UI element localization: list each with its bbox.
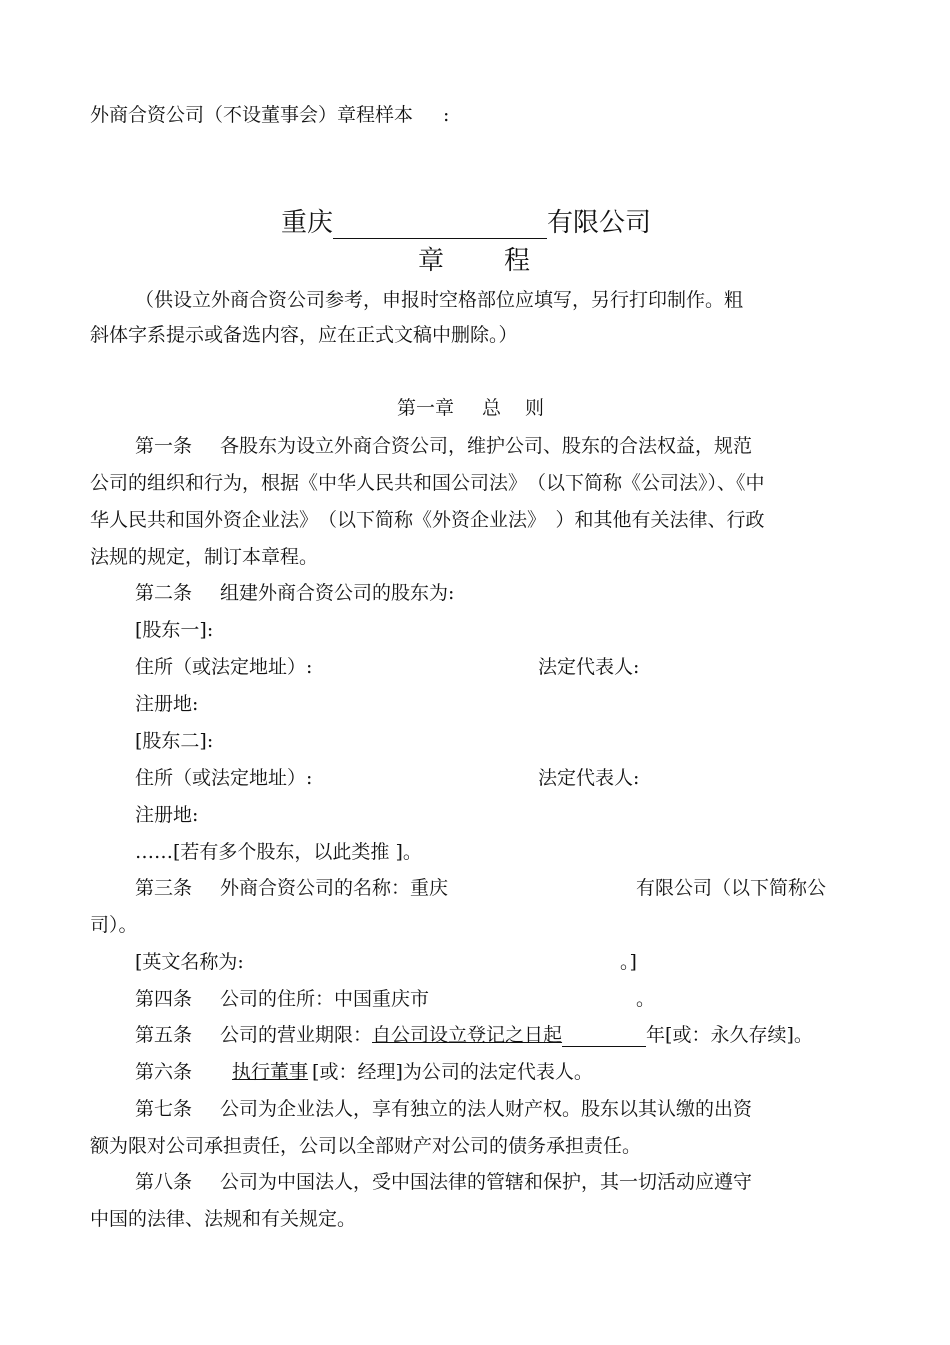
article-4 [135,987,429,1011]
shareholder-2-label: [股东二]: [135,730,214,752]
english-name-label: [英文名称为: [135,951,244,973]
article-5 [135,1023,813,1047]
shareholder-2-representative: 法定代表人: [538,767,640,789]
title-blank [333,212,547,239]
article-5-underlined: 自公司设立登记之日起 [372,1024,563,1046]
article-3-text: 外商合资公司的名称：重庆 [220,877,449,899]
more-shareholders-note: ……[若有多个股东，以此类推 ]。 [135,841,422,863]
article-7-text: 公司为企业法人，享有独立的法人财产权。股东以其认缴的出资 [220,1098,753,1120]
note-line-1: （供设立外商合资公司参考，申报时空格部位应填写，另行打印制作。粗 [135,289,744,311]
article-7-line-2: 额为限对公司承担责任，公司以全部财产对公司的债务承担责任。 [90,1135,642,1157]
shareholder-2-address: 住所（或法定地址）: [135,767,313,789]
chapter-heading [397,396,544,420]
shareholder-1-registration: 注册地: [135,693,199,715]
article-1-line-1 [135,434,752,458]
article-3-number: 第三条 [135,877,193,899]
article-4-end: 。 [636,988,656,1010]
article-3-line-1 [135,876,448,900]
document-subtitle [418,245,530,277]
article-3-suffix: 有限公司（以下简称公 [636,877,827,899]
article-3-line-2: 司）。 [90,914,138,936]
shareholder-1-label: [股东一]: [135,619,214,641]
article-1-line-2: 公司的组织和行为，根据《中华人民共和国公司法》 （以下简称《公司法》）、《中 [90,472,765,494]
article-6 [135,1060,593,1084]
article-8-number: 第八条 [135,1171,193,1193]
article-5-number: 第五条 [135,1024,193,1046]
subtitle-char-2: 程 [504,246,531,276]
header-line [90,103,449,127]
shareholder-1-representative: 法定代表人: [538,656,640,678]
article-1-line-3: 华人民共和国外资企业法》 （以下简称《外资企业法》 ）和其他有关法律、行政 [90,509,765,531]
article-1-number: 第一条 [135,435,193,457]
english-name-end: 。] [620,951,637,973]
shareholder-1-address: 住所（或法定地址）: [135,656,313,678]
title-prefix: 重庆 [281,208,334,238]
article-5-blank [562,1024,646,1047]
chapter-title-1: 总 [482,397,502,419]
shareholder-2-registration: 注册地: [135,804,199,826]
subtitle-char-1: 章 [418,246,445,276]
document-title [281,207,651,239]
article-2-number: 第二条 [135,582,193,604]
article-8-line-2: 中国的法律、法规和有关规定。 [90,1208,357,1230]
article-8-text: 公司为中国法人，受中国法律的管辖和保护，其一切活动应遵守 [220,1171,753,1193]
note-line-2: 斜体字系提示或备选内容，应在正式文稿中删除。） [90,324,518,346]
article-2 [135,581,454,605]
article-7-line-1 [135,1097,752,1121]
header-label: 外商合资公司（不设董事会）章程样本 [90,104,414,126]
article-7-number: 第七条 [135,1098,193,1120]
article-5-text: 公司的营业期限： [220,1024,373,1046]
article-8-line-1 [135,1170,752,1194]
header-colon: : [443,104,450,126]
title-suffix: 有限公司 [547,208,652,238]
article-1-line-4: 法规的规定，制订本章程。 [90,546,319,568]
chapter-title-2: 则 [525,397,545,419]
article-4-text: 公司的住所：中国重庆市 [220,988,430,1010]
article-5-end: 年[或：永久存续]。 [646,1024,813,1046]
chapter-number: 第一章 [397,397,455,419]
article-6-underlined: 执行董事 [232,1061,309,1083]
article-2-text: 组建外商合资公司的股东为: [220,582,455,604]
article-4-number: 第四条 [135,988,193,1010]
article-6-number: 第六条 [135,1061,193,1083]
article-1-text: 各股东为设立外商合资公司，维护公司、股东的合法权益，规范 [220,435,753,457]
article-6-text: [或：经理]为公司的法定代表人。 [312,1061,593,1083]
